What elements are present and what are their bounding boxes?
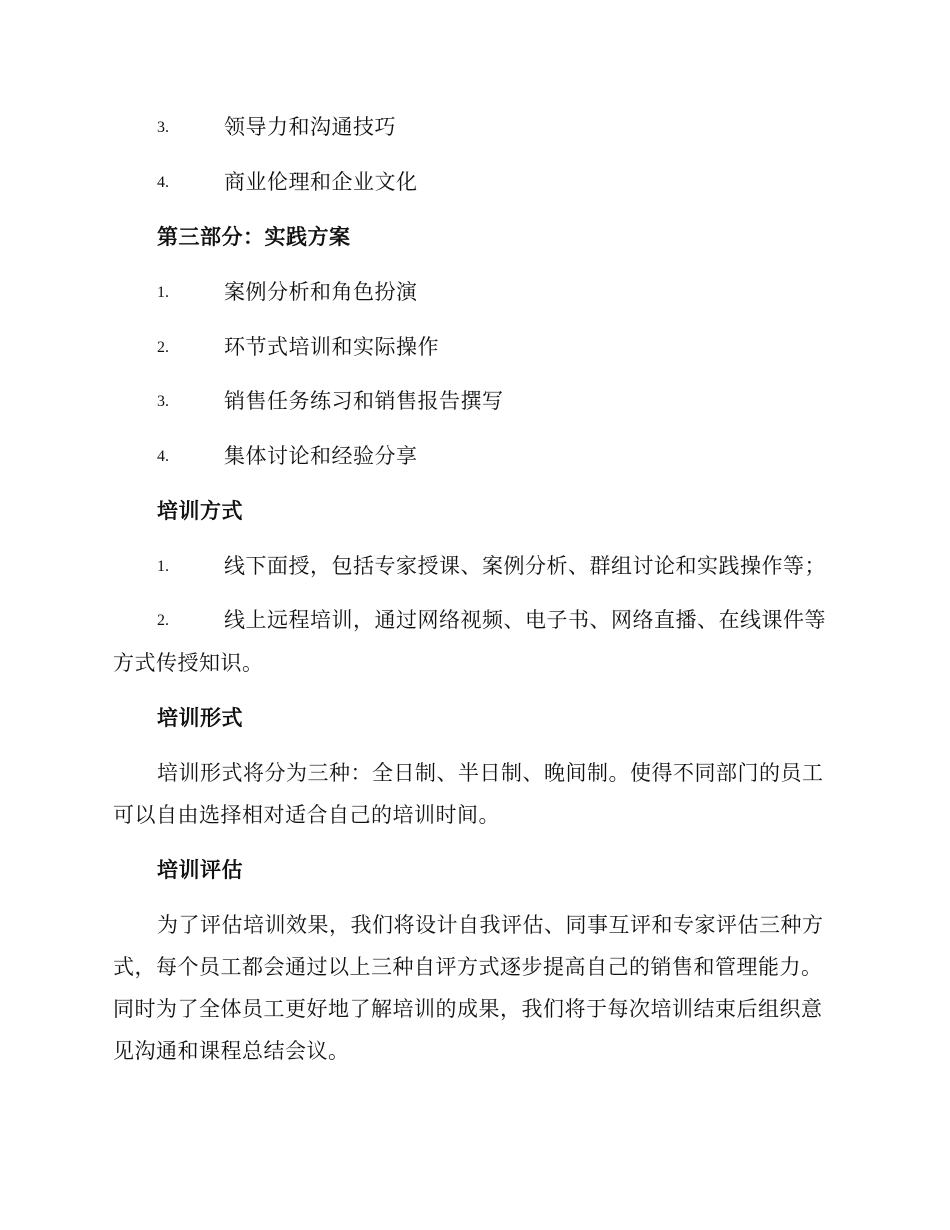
paragraph-line: 培训形式将分为三种：全日制、半日制、晚间制。使得不同部门的员工 [157,761,824,785]
list-item: 环节式培训和实际操作 [224,335,439,359]
list-number: 3. [157,393,169,410]
list-number: 2. [157,612,169,629]
paragraph-line: 见沟通和课程总结会议。 [113,1039,350,1063]
section-heading: 培训形式 [157,705,243,730]
list-number: 1. [157,558,169,575]
list-item: 销售任务练习和销售报告撰写 [224,389,504,413]
section-heading: 培训评估 [157,857,243,882]
list-item: 线下面授，包括专家授课、案例分析、群组讨论和实践操作等； [224,554,826,578]
list-item: 集体讨论和经验分享 [224,444,418,468]
paragraph-line: 式，每个员工都会通过以上三种自评方式逐步提高自己的销售和管理能力。 [113,955,823,979]
list-item: 案例分析和角色扮演 [224,280,418,304]
list-number: 3. [157,119,169,136]
list-number: 1. [157,284,169,301]
section-heading: 第三部分：实践方案 [157,224,351,249]
list-item-continuation: 方式传授知识。 [113,651,264,675]
paragraph-line: 可以自由选择相对适合自己的培训时间。 [113,803,500,827]
section-heading: 培训方式 [157,498,243,523]
list-item: 领导力和沟通技巧 [224,115,396,139]
list-number: 2. [157,339,169,356]
paragraph-line: 为了评估培训效果，我们将设计自我评估、同事互评和专家评估三种方 [157,913,824,937]
list-number: 4. [157,174,169,191]
paragraph-line: 同时为了全体员工更好地了解培训的成果，我们将于每次培训结束后组织意 [113,997,823,1021]
list-number: 4. [157,448,169,465]
list-item: 线上远程培训，通过网络视频、电子书、网络直播、在线课件等 [224,608,826,632]
list-item: 商业伦理和企业文化 [224,170,418,194]
